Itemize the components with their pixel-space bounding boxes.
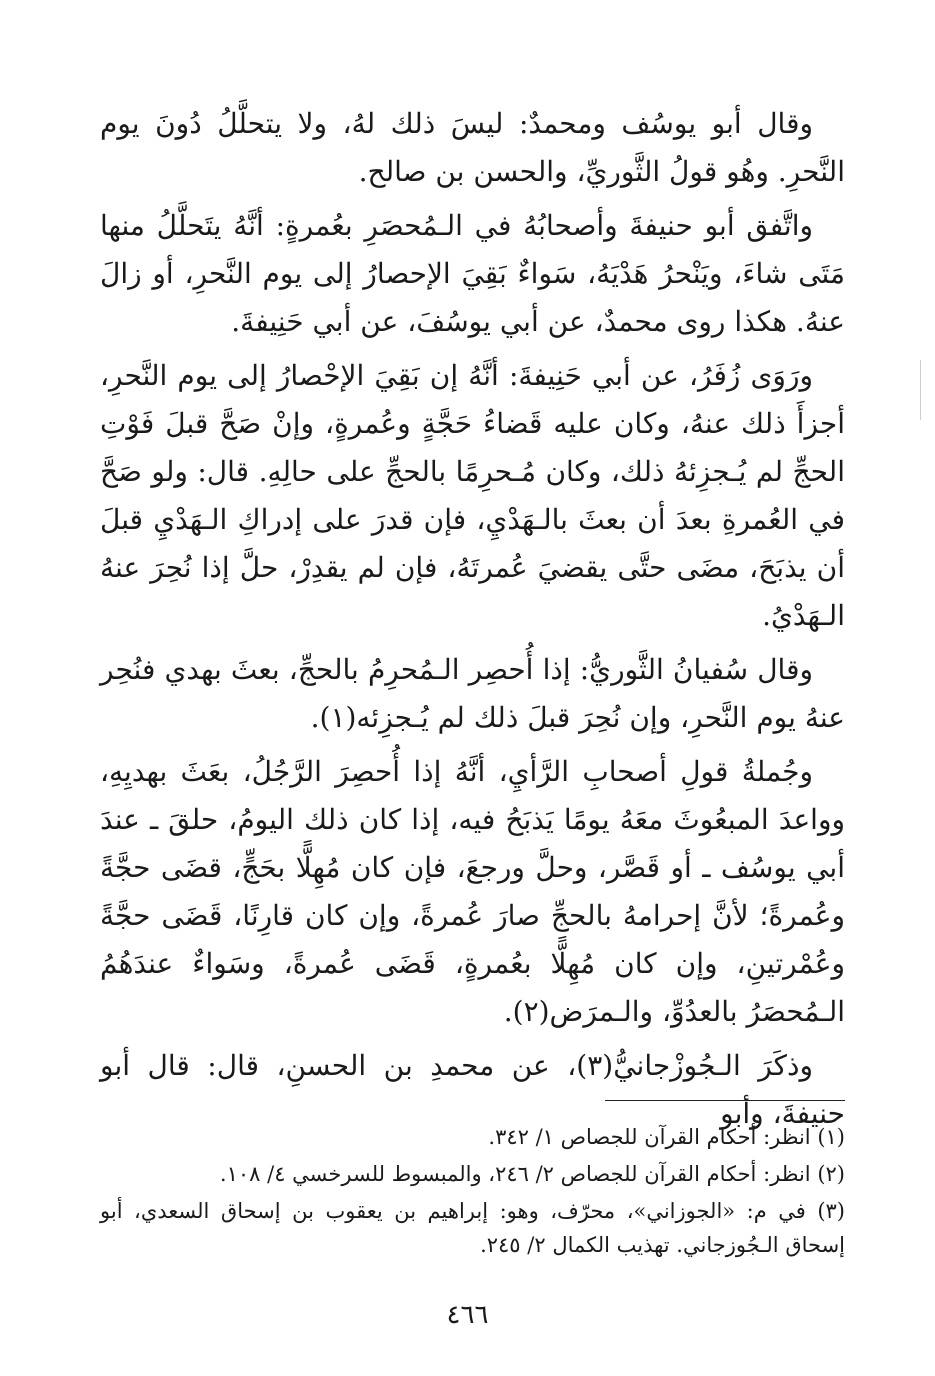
main-text: [100, 100, 845, 1144]
footnote: (٢) انظر: أحكام القرآن للجصاص ٢/ ٢٤٦، والمبسوط للسرخسي ٤/ ١٠٨.: [219, 1162, 845, 1186]
margin-line: [920, 360, 921, 420]
paragraph: وقال سُفيانُ الثَّوريُّ: إذا أُحصِر الـمُحرِمُ بالحجِّ، بعثَ بهدي فنُحِر عنهُ يوم النَّحرِ، وإن نُحِرَ قبلَ ذلك لم يُـجزِئه(١).: [100, 653, 845, 734]
footnote: (٣) في م: «الجوزاني»، محرّف، وهو: إبراهيم بن يعقوب بن إسحاق السعدي، أبو إسحاق الـجُوزجاني. تهذيب الكمال ٢/ ٢٤٥.: [100, 1199, 845, 1257]
paragraph: وذكَرَ الـجُوزْجانيُّ(٣)، عن محمدِ بن الحسنِ، قال: قال أبو حنيفةَ، وأبو: [100, 1049, 845, 1130]
paragraph: ورَوَى زُفَرُ، عن أبي حَنِيفةَ: أنَّهُ إن بَقِيَ الإحْصارُ إلى يوم النَّحرِ، أجزأَ ذلك عنهُ، وكان عليه قَضاءُ حَجَّةٍ وعُمرةٍ، وإنْ صَحَّ قبلَ فَوْتِ الحجِّ لم يُـجزِئهُ ذلك، وكان مُـحرِمًا بالحجِّ على حالِهِ. قال: ولو صَحَّ في العُمرةِ بعدَ أن بعثَ بالـهَدْيِ، فإن قدرَ على إدراكِ الـهَدْيِ قبلَ أن يذبَحَ، مضَى حتَّى يقضيَ عُمرتَهُ، فإن لم يقدِرْ، حلَّ إذا نُحِرَ عنهُ الـهَدْيُ.: [100, 359, 845, 632]
paragraph: وجُملةُ قولِ أصحابِ الرَّأيِ، أنَّهُ إذا أُحصِرَ الرَّجُلُ، بعَثَ بهديِهِ، وواعدَ المبعُوثَ معَهُ يومًا يَذبَحُ فيه، إذا كان ذلك اليومُ، حلقَ ـ عندَ أبي يوسُف ـ أو قَصَّر، وحلَّ ورجعَ، فإن كان مُهِلًّا بحَجٍّ، قضَى حجَّةً وعُمرةً؛ لأنَّ إحرامهُ بالحجِّ صارَ عُمرةً، وإن كان قارِنًا، قَضَى حجَّةً وعُمْرتينِ، وإن كان مُهِلًّا بعُمرةٍ، قَضَى عُمرةً، وسَواءٌ عندَهُمُ الـمُحصَرُ بالعدُوِّ، والـمرَض(٢).: [100, 755, 845, 1028]
paragraph: واتَّفق أبو حنيفةَ وأصحابُهُ في الـمُحصَرِ بعُمرةٍ: أنَّهُ يتَحلَّلُ منها مَتَى شاءَ، ويَنْحرُ هَدْيَهُ، سَواءٌ بَقِيَ الإحصارُ إلى يوم النَّحرِ، أو زالَ عنهُ. هكذا روى محمدٌ، عن أبي يوسُفَ، عن أبي حَنِيفةَ.: [100, 209, 845, 338]
footnote-separator: [605, 1100, 845, 1101]
footnote: (١) انظر: أحكام القرآن للجصاص ١/ ٣٤٢.: [488, 1125, 845, 1149]
footnotes: [100, 1120, 845, 1265]
paragraph: وقال أبو يوسُف ومحمدٌ: ليسَ ذلك لهُ، ولا يتحلَّلُ دُونَ يوم النَّحرِ. وهُو قولُ الثَّوريِّ، والحسن بن صالح.: [100, 107, 845, 188]
page-number: ٤٦٦: [446, 1300, 489, 1330]
